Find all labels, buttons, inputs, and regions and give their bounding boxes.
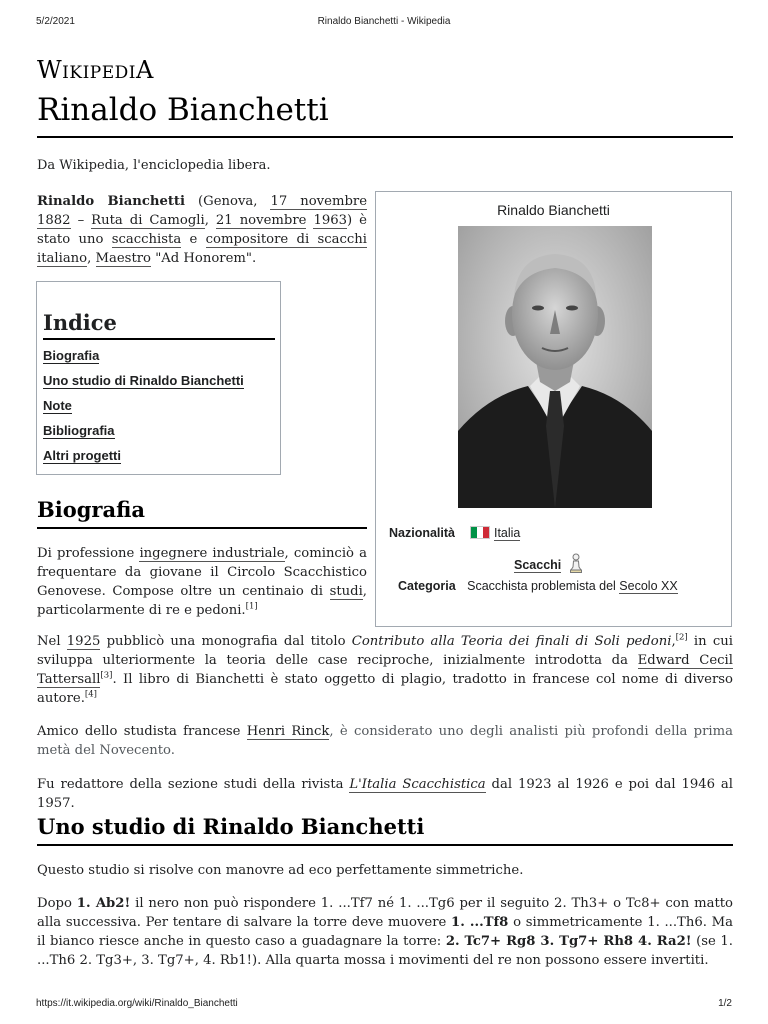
- biografia-paragraph-1: Di professione ingegnere industriale, cominciò a frequentare da giovane il Circolo Scacchistico Genovese. Compose oltre un centinaio di studi, particolarmente di re e pedoni.[1]: [37, 546, 367, 618]
- biografia-paragraph-2: Nel 1925 pubblicò una monografia dal titolo Contributo alla Teoria dei finali di Soli pedoni,[2] in cui sviluppa ulteriormente la teoria delle case reciproche, inizialmente introdotta da Edward Cecil Tattersall[3]. Il libro di Bianchetti è stato oggetto di plagio, tradotto in francese col nome di diverso autore.[4]: [37, 632, 733, 706]
- link-studi[interactable]: studi: [329, 584, 363, 599]
- print-header: [36, 16, 732, 30]
- studio-paragraph-1: Questo studio si risolve con manovre ad eco perfettamente simmetriche.: [37, 863, 524, 878]
- toc-item-note[interactable]: Note: [43, 398, 72, 413]
- page-title: Rinaldo Bianchetti: [37, 92, 329, 128]
- link-scacchista[interactable]: scacchista: [111, 232, 182, 247]
- link-italia[interactable]: Italia: [493, 526, 521, 540]
- book-title: Contributo alla Teoria dei finali di Soli pedoni: [351, 634, 672, 649]
- studio-paragraph-2: Dopo 1. Ab2! il nero non può rispondere 1. ...Tf7 né 1. ...Tg6 per il seguito 2. Th3+ o Tc8+ con matto alla successiva. Per tentare di salvare la torre deve muovere 1. ...Tf8 o simmetricamente 1. ...Th6. Ma il bianco riesce anche in questo caso a guadagnare la torre: 2. Tc7+ Rg8 3. Tg7+ Rh8 4. Ra2! (se 1. ...Th6 2. Tg3+, 3. Tg7+, 4. Rb1!). Alla quarta mossa i movimenti del re non possono essere invertiti.: [37, 896, 734, 968]
- infobox: [375, 191, 732, 627]
- ref-2[interactable]: [2]: [675, 632, 688, 643]
- link-maestro[interactable]: Maestro: [95, 251, 151, 266]
- link-compositore[interactable]: compositore di scacchi: [205, 232, 367, 247]
- link-tattersall[interactable]: Edward Cecil Tattersall: [37, 653, 733, 687]
- infobox-chess-row: [514, 553, 583, 576]
- infobox-category-row: [398, 579, 678, 593]
- chess-label[interactable]: Scacchi: [514, 558, 562, 572]
- ref-4[interactable]: [4]: [84, 689, 97, 700]
- section-heading-uno-studio: Uno studio di Rinaldo Bianchetti: [37, 814, 425, 839]
- category-text: Scacchista problemista del: [467, 579, 620, 593]
- link-ingegnere[interactable]: ingegnere industriale: [139, 546, 285, 561]
- print-page-number: 1/2: [718, 998, 732, 1009]
- link-deathday[interactable]: 21 novembre: [215, 213, 307, 228]
- infobox-title: Rinaldo Bianchetti: [497, 202, 610, 218]
- portrait-photo[interactable]: [458, 226, 652, 508]
- category-label: Categoria: [398, 579, 456, 593]
- toc-divider: [43, 338, 275, 340]
- toc-item-bibliografia[interactable]: Bibliografia: [43, 423, 115, 438]
- link-italiano[interactable]: italiano: [37, 251, 88, 266]
- link-birthyear[interactable]: 1882: [37, 213, 71, 228]
- link-italia-scacchistica[interactable]: L'Italia Scacchistica: [349, 777, 486, 792]
- toc-item-uno-studio[interactable]: Uno studio di Rinaldo Bianchetti: [43, 373, 244, 388]
- link-secolo-xx[interactable]: Secolo XX: [619, 579, 678, 593]
- infobox-nationality-row: [389, 526, 520, 542]
- toc-title: Indice: [43, 310, 117, 335]
- title-divider: [37, 136, 733, 138]
- italy-flag-icon: [470, 526, 490, 542]
- link-deathplace[interactable]: Ruta di Camogli: [91, 213, 205, 228]
- biografia-divider: [37, 527, 367, 529]
- toc-item-altri-progetti[interactable]: Altri progetti: [43, 448, 121, 463]
- studio-divider: [37, 844, 733, 846]
- chess-pawn-icon: [569, 553, 583, 576]
- wikipedia-wordmark[interactable]: WIKIPEDIA: [37, 56, 154, 84]
- print-footer: [36, 998, 732, 1012]
- link-deathyear[interactable]: 1963: [313, 213, 348, 228]
- biografia-paragraph-4: Fu redattore della sezione studi della rivista L'Italia Scacchistica dal 1923 al 1926 e poi dal 1946 al 1957.: [37, 777, 733, 811]
- print-date: 5/2/2021: [36, 16, 75, 27]
- print-url: https://it.wikipedia.org/wiki/Rinaldo_Bianchetti: [36, 998, 238, 1009]
- link-henri-rinck[interactable]: Henri Rinck: [246, 724, 330, 739]
- link-birthday[interactable]: 17 novembre: [270, 194, 367, 209]
- biografia-paragraph-3: Amico dello studista francese Henri Rinck, è considerato uno degli analisti più profondi della prima metà del Novecento.: [37, 724, 734, 758]
- ref-1[interactable]: [1]: [245, 601, 258, 612]
- subject-name: Rinaldo Bianchetti: [37, 194, 186, 209]
- table-of-contents: [36, 281, 281, 475]
- nationality-label: Nazionalità: [389, 526, 455, 540]
- section-heading-biografia: Biografia: [37, 497, 145, 522]
- print-title: Rinaldo Bianchetti - Wikipedia: [317, 16, 451, 27]
- tagline: Da Wikipedia, l'enciclopedia libera.: [37, 158, 271, 173]
- link-1925[interactable]: 1925: [66, 634, 101, 649]
- ref-3[interactable]: [3]: [100, 670, 113, 681]
- intro-paragraph: Rinaldo Bianchetti (Genova, 17 novembre 1882 – Ruta di Camogli, 21 novembre 1963) è stato uno scacchista e compositore di scacchi italiano, Maestro "Ad Honorem".: [37, 194, 367, 266]
- toc-item-biografia[interactable]: Biografia: [43, 348, 100, 363]
